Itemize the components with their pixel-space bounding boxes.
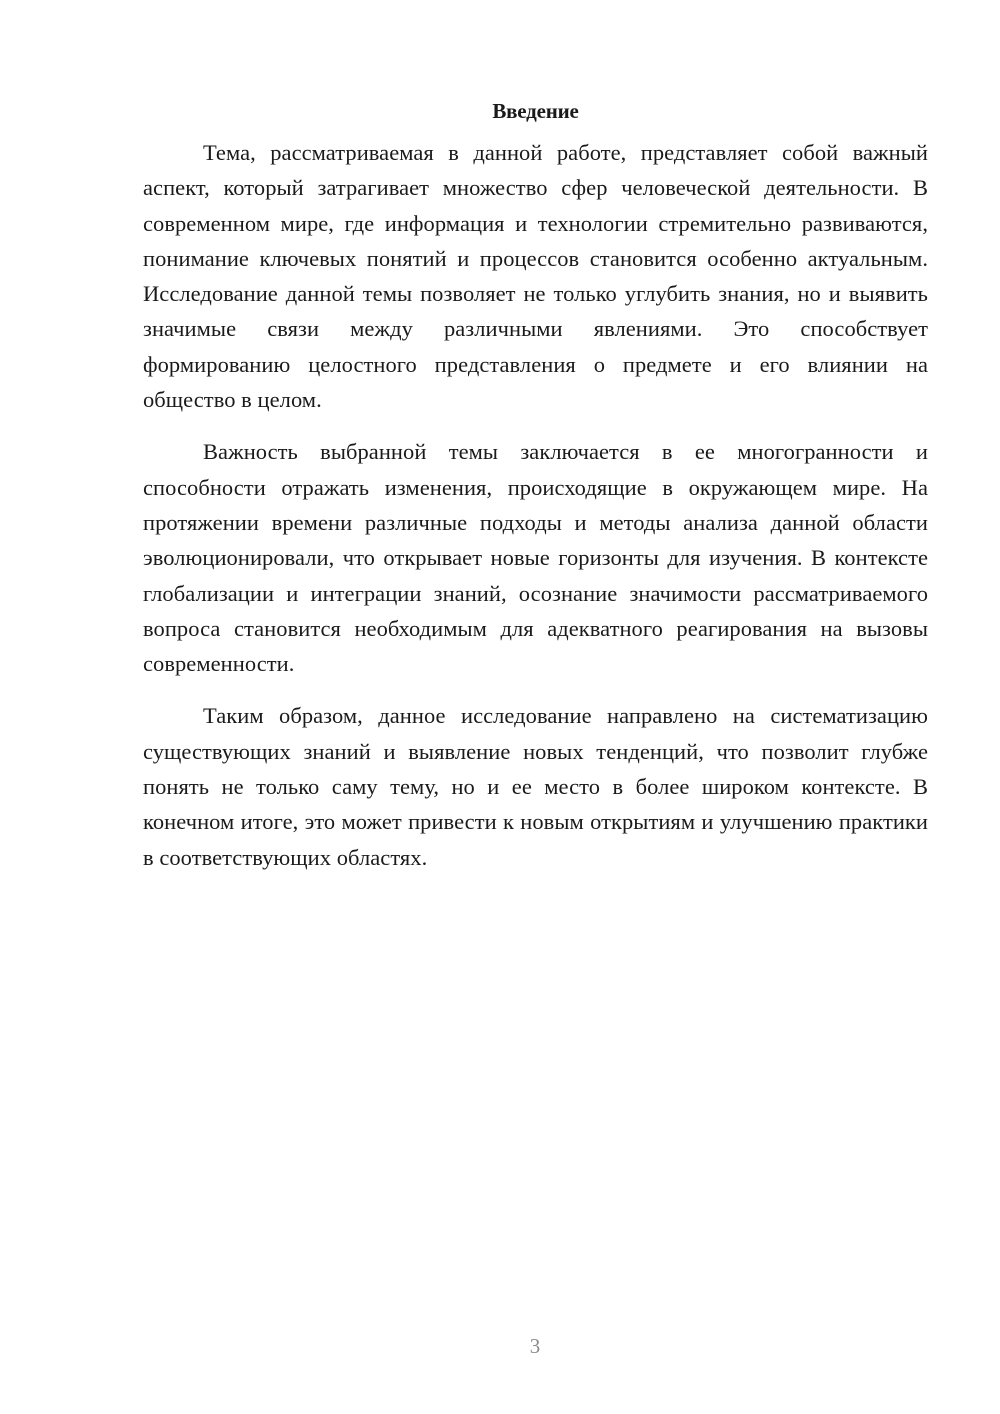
paragraph-1: Тема, рассматриваемая в данной работе, представляет собой важный аспект, который затрагивает множество сфер человеческой деятельности. В современном мире, где информация и технологии стремительно развиваются, понимание ключевых понятий и процессов становится особенно актуальным. Исследование данной темы позволяет не только углубить знания, но и выявить значимые связи между различными явлениями. Это способствует формированию целостного представления о предмете и его влиянии на общество в целом. (143, 140, 928, 413)
section-heading: Введение (492, 99, 579, 123)
paragraph-3: Таким образом, данное исследование направлено на систематизацию существующих знаний и выявление новых тенденций, что позволит глубже понять не только саму тему, но и ее место в более широком контексте. В конечном итоге, это может привести к новым открытиям и улучшению практики в соответствующих областях. (143, 703, 928, 870)
paragraph-2: Важность выбранной темы заключается в ее многогранности и способности отражать изменения, происходящие в окружающем мире. На протяжении времени различные подходы и методы анализа данной области эволюционировали, что открывает новые горизонты для изучения. В контексте глобализации и интеграции знаний, осознание значимости рассматриваемого вопроса становится необходимым для адекватного реагирования на вызовы современности. (143, 439, 928, 677)
page-number: 3 (529, 1334, 541, 1358)
page-content (143, 96, 928, 892)
